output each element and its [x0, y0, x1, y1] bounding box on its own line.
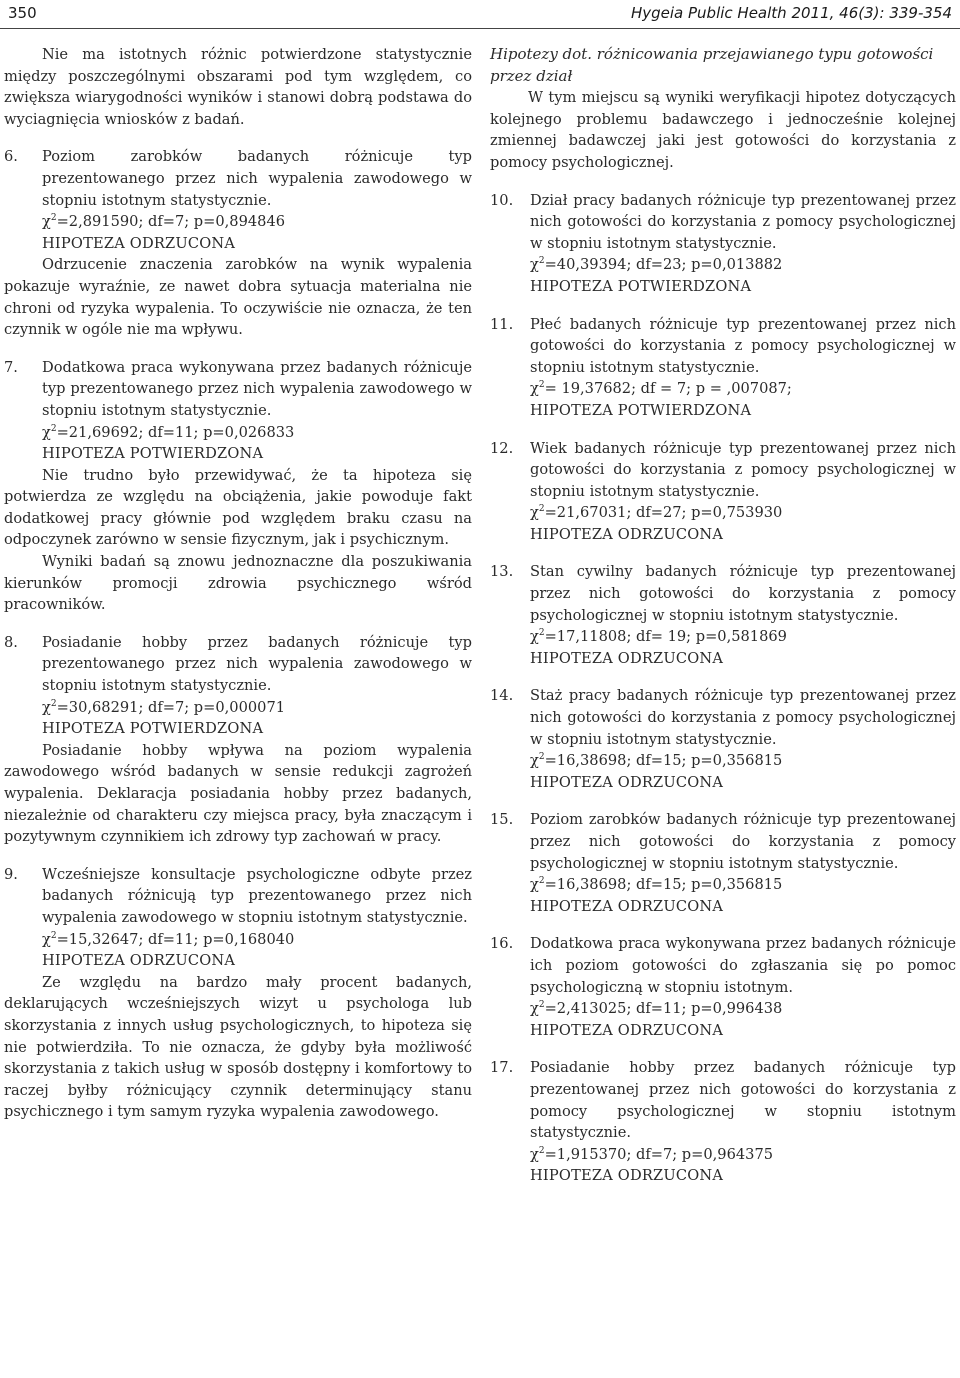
hypothesis-9: [4, 864, 472, 972]
hypothesis-verdict: HIPOTEZA ODRZUCONA: [530, 525, 724, 543]
hypothesis-16: [490, 933, 956, 1041]
chi-square-stat: $\chi^2=17,11808$; df= 19; p=0,581869: [530, 628, 787, 646]
hypothesis-text: Dodatkowa praca wykonywana przez badanych różnicuje ich poziom gotowości do zgłaszania się po pomoc psychologiczną w stopniu istotnym.: [530, 935, 956, 996]
item-number: 12.: [490, 439, 514, 457]
hypothesis-11: [490, 314, 956, 422]
running-head: Hygeia Public Health 2011, 46(3): 339-354: [630, 4, 952, 22]
item-number: 8.: [4, 633, 18, 651]
intro-paragraph: Nie ma istotnych różnic potwierdzone statystycznie między poszczególnymi obszarami pod tym względem, co zwiększa wiarygodności wyników i stanowi dobrą podstawa do wyciagnięcia wniosków z badań.: [4, 46, 472, 128]
hypothesis-verdict: HIPOTEZA POTWIERDZONA: [42, 445, 264, 463]
page-number: 350: [8, 4, 37, 22]
discussion-paragraph: Ze względu na bardzo mały procent badanych, deklarujących wcześniejszych wizyt u psychologa lub skorzystania z innych usług psychologicznych, to hipoteza się nie potwierdziła. To nie oznacza, że gdyby była możliwość skorzystania z takich usług w sposób dostępny i komfortowy to raczej byłby różnicujący czynnik determinujący stanu psychicznego i tym samym ryzyka wypalenia zawodowego.: [4, 973, 472, 1121]
hypothesis-verdict: HIPOTEZA ODRZUCONA: [530, 773, 724, 791]
hypothesis-text: Dział pracy badanych różnicuje typ prezentowanej przez nich gotowości do korzystania z pomocy psychologicznej w stopniu istotnym statystycznie.: [530, 191, 956, 252]
discussion-paragraph: Nie trudno było przewidywać, że ta hipoteza się potwierdza ze względu na obciążenia, jakie powoduje fakt dodatkowej pracy głównie pod względem braku czasu na odpoczynek zarówno w sensie fizycznym, jak i psychicznym.: [4, 466, 472, 549]
hypothesis-15: [490, 809, 956, 917]
hypothesis-17: [490, 1057, 956, 1187]
item-number: 14.: [490, 687, 514, 705]
hypothesis-text: Posiadanie hobby przez badanych różnicuje typ prezentowanego przez nich wypalenia zawodowego w stopniu istotnym statystycznie.: [42, 633, 472, 695]
page-header: [0, 0, 960, 30]
chi-square-stat: $\chi^2=21,69692$; df=11; p=0,026833: [42, 423, 295, 441]
discussion-paragraph: Posiadanie hobby wpływa na poziom wypalenia zawodowego wśród badanych w sensie redukcji zagrożeń wypalenia. Deklaracja posiadania hobby przez badanych, niezależnie od charakteru czy miejsca pracy, była znaczącym i pozytywnym czynnikiem ich zdrowy typ zachowań w pracy.: [4, 741, 472, 846]
hypothesis-verdict: HIPOTEZA ODRZUCONA: [42, 234, 236, 252]
hypothesis-verdict: HIPOTEZA POTWIERDZONA: [530, 277, 752, 295]
chi-square-stat: $\chi^2=16,38698$; df=15; p=0,356815: [530, 752, 783, 770]
right-column: [490, 44, 956, 1187]
hypothesis-text: Stan cywilny badanych różnicuje typ prezentowanej przez nich gotowości do korzystania z pomocy psychologicznej w stopniu istotnym statystycznie.: [530, 563, 956, 624]
item-number: 17.: [490, 1059, 514, 1077]
chi-square-stat: $\chi^2=2,413025$; df=11; p=0,996438: [530, 1000, 783, 1018]
hypothesis-verdict: HIPOTEZA ODRZUCONA: [530, 1167, 724, 1185]
item-number: 9.: [4, 865, 18, 883]
intro-paragraph: W tym miejscu są wyniki weryfikacji hipotez dotyczących kolejnego problemu badawczego i jednocześnie kolejnej zmiennej badawczej jaki jest gotowości do korzystania z pomocy psychologicznej.: [490, 89, 956, 171]
hypothesis-8: [4, 632, 472, 740]
hypothesis-text: Wiek badanych różnicuje typ prezentowanej przez nich gotowości do korzystania z pomocy psychologicznej w stopniu istotnym statystycznie.: [530, 439, 956, 500]
left-column: [4, 44, 472, 1123]
item-number: 7.: [4, 358, 18, 376]
item-number: 16.: [490, 935, 514, 953]
hypothesis-text: Poziom zarobków badanych różnicuje typ prezentowanego przez nich wypalenia zawodowego w stopniu istotnym statystycznie.: [42, 148, 472, 209]
hypothesis-12: [490, 438, 956, 546]
hypothesis-verdict: HIPOTEZA POTWIERDZONA: [42, 720, 264, 738]
chi-square-stat: $\chi^2= 19,37682$; df = 7; p = ,007087;: [530, 380, 792, 398]
hypothesis-text: Poziom zarobków badanych różnicuje typ prezentowanej przez nich gotowości do korzystania z pomocy psychologicznej w stopniu istotnym statystycznie.: [530, 811, 956, 872]
hypothesis-7: [4, 357, 472, 465]
hypothesis-6: [4, 146, 472, 254]
hypothesis-verdict: HIPOTEZA ODRZUCONA: [42, 952, 236, 970]
item-number: 11.: [490, 315, 514, 333]
item-number: 6.: [4, 148, 18, 166]
item-number: 13.: [490, 563, 514, 581]
hypothesis-verdict: HIPOTEZA ODRZUCONA: [530, 1021, 724, 1039]
chi-square-stat: $\chi^2=16,38698$; df=15; p=0,356815: [530, 876, 783, 894]
hypothesis-text: Płeć badanych różnicuje typ prezentowanej przez nich gotowości do korzystania z pomocy psychologicznej w stopniu istotnym statystycznie.: [530, 315, 956, 376]
chi-square-stat: $\chi^2=2,891590$; df=7; p=0,894846: [42, 213, 286, 231]
item-number: 15.: [490, 811, 514, 829]
hypothesis-text: Posiadanie hobby przez badanych różnicuje typ prezentowanej przez nich gotowości do korzystania z pomocy psychologicznej w stopniu istotnym statystycznie.: [530, 1059, 956, 1142]
discussion-paragraph: Odrzucenie znaczenia zarobków na wynik wypalenia pokazuje wyraźnie, ze nawet dobra sytuacja materialna nie chroni od ryzyka wypalenia. To oczywiście nie oznacza, że ten czynnik w ogóle nie ma wpływu.: [4, 256, 472, 339]
header-rule: [0, 28, 960, 29]
discussion-paragraph: Wyniki badań są znowu jednoznaczne dla poszukiwania kierunków promocji zdrowia psychicznego wśród pracowników.: [4, 553, 472, 614]
chi-square-stat: $\chi^2=1,915370$; df=7; p=0,964375: [530, 1145, 774, 1163]
item-number: 10.: [490, 191, 514, 209]
chi-square-stat: $\chi^2=15,32647$; df=11; p=0,168040: [42, 930, 295, 948]
hypothesis-10: [490, 190, 956, 298]
hypothesis-text: Dodatkowa praca wykonywana przez badanych różnicuje typ prezentowanego przez nich wypalenia zawodowego w stopniu istotnym statystycznie.: [42, 358, 472, 419]
hypothesis-text: Wcześniejsze konsultacje psychologiczne odbyte przez badanych różnicują typ prezentowanego przez nich wypalenia zawodowego w stopniu istotnym statystycznie.: [42, 865, 472, 926]
hypothesis-13: [490, 561, 956, 669]
hypothesis-verdict: HIPOTEZA POTWIERDZONA: [530, 401, 752, 419]
hypothesis-verdict: HIPOTEZA ODRZUCONA: [530, 897, 724, 915]
section-title: Hipotezy dot. różnicowania przejawianego typu gotowości przez dział: [490, 45, 934, 85]
chi-square-stat: $\chi^2=30,68291$; df=7; p=0,000071: [42, 698, 286, 716]
hypothesis-verdict: HIPOTEZA ODRZUCONA: [530, 649, 724, 667]
chi-square-stat: $\chi^2=21,67031$; df=27; p=0,753930: [530, 504, 783, 522]
hypothesis-text: Staż pracy badanych różnicuje typ prezentowanej przez nich gotowości do korzystania z pomocy psychologicznej w stopniu istotnym statystycznie.: [530, 687, 956, 748]
hypothesis-14: [490, 685, 956, 793]
chi-square-stat: $\chi^2=40,39394$; df=23; p=0,013882: [530, 256, 783, 274]
